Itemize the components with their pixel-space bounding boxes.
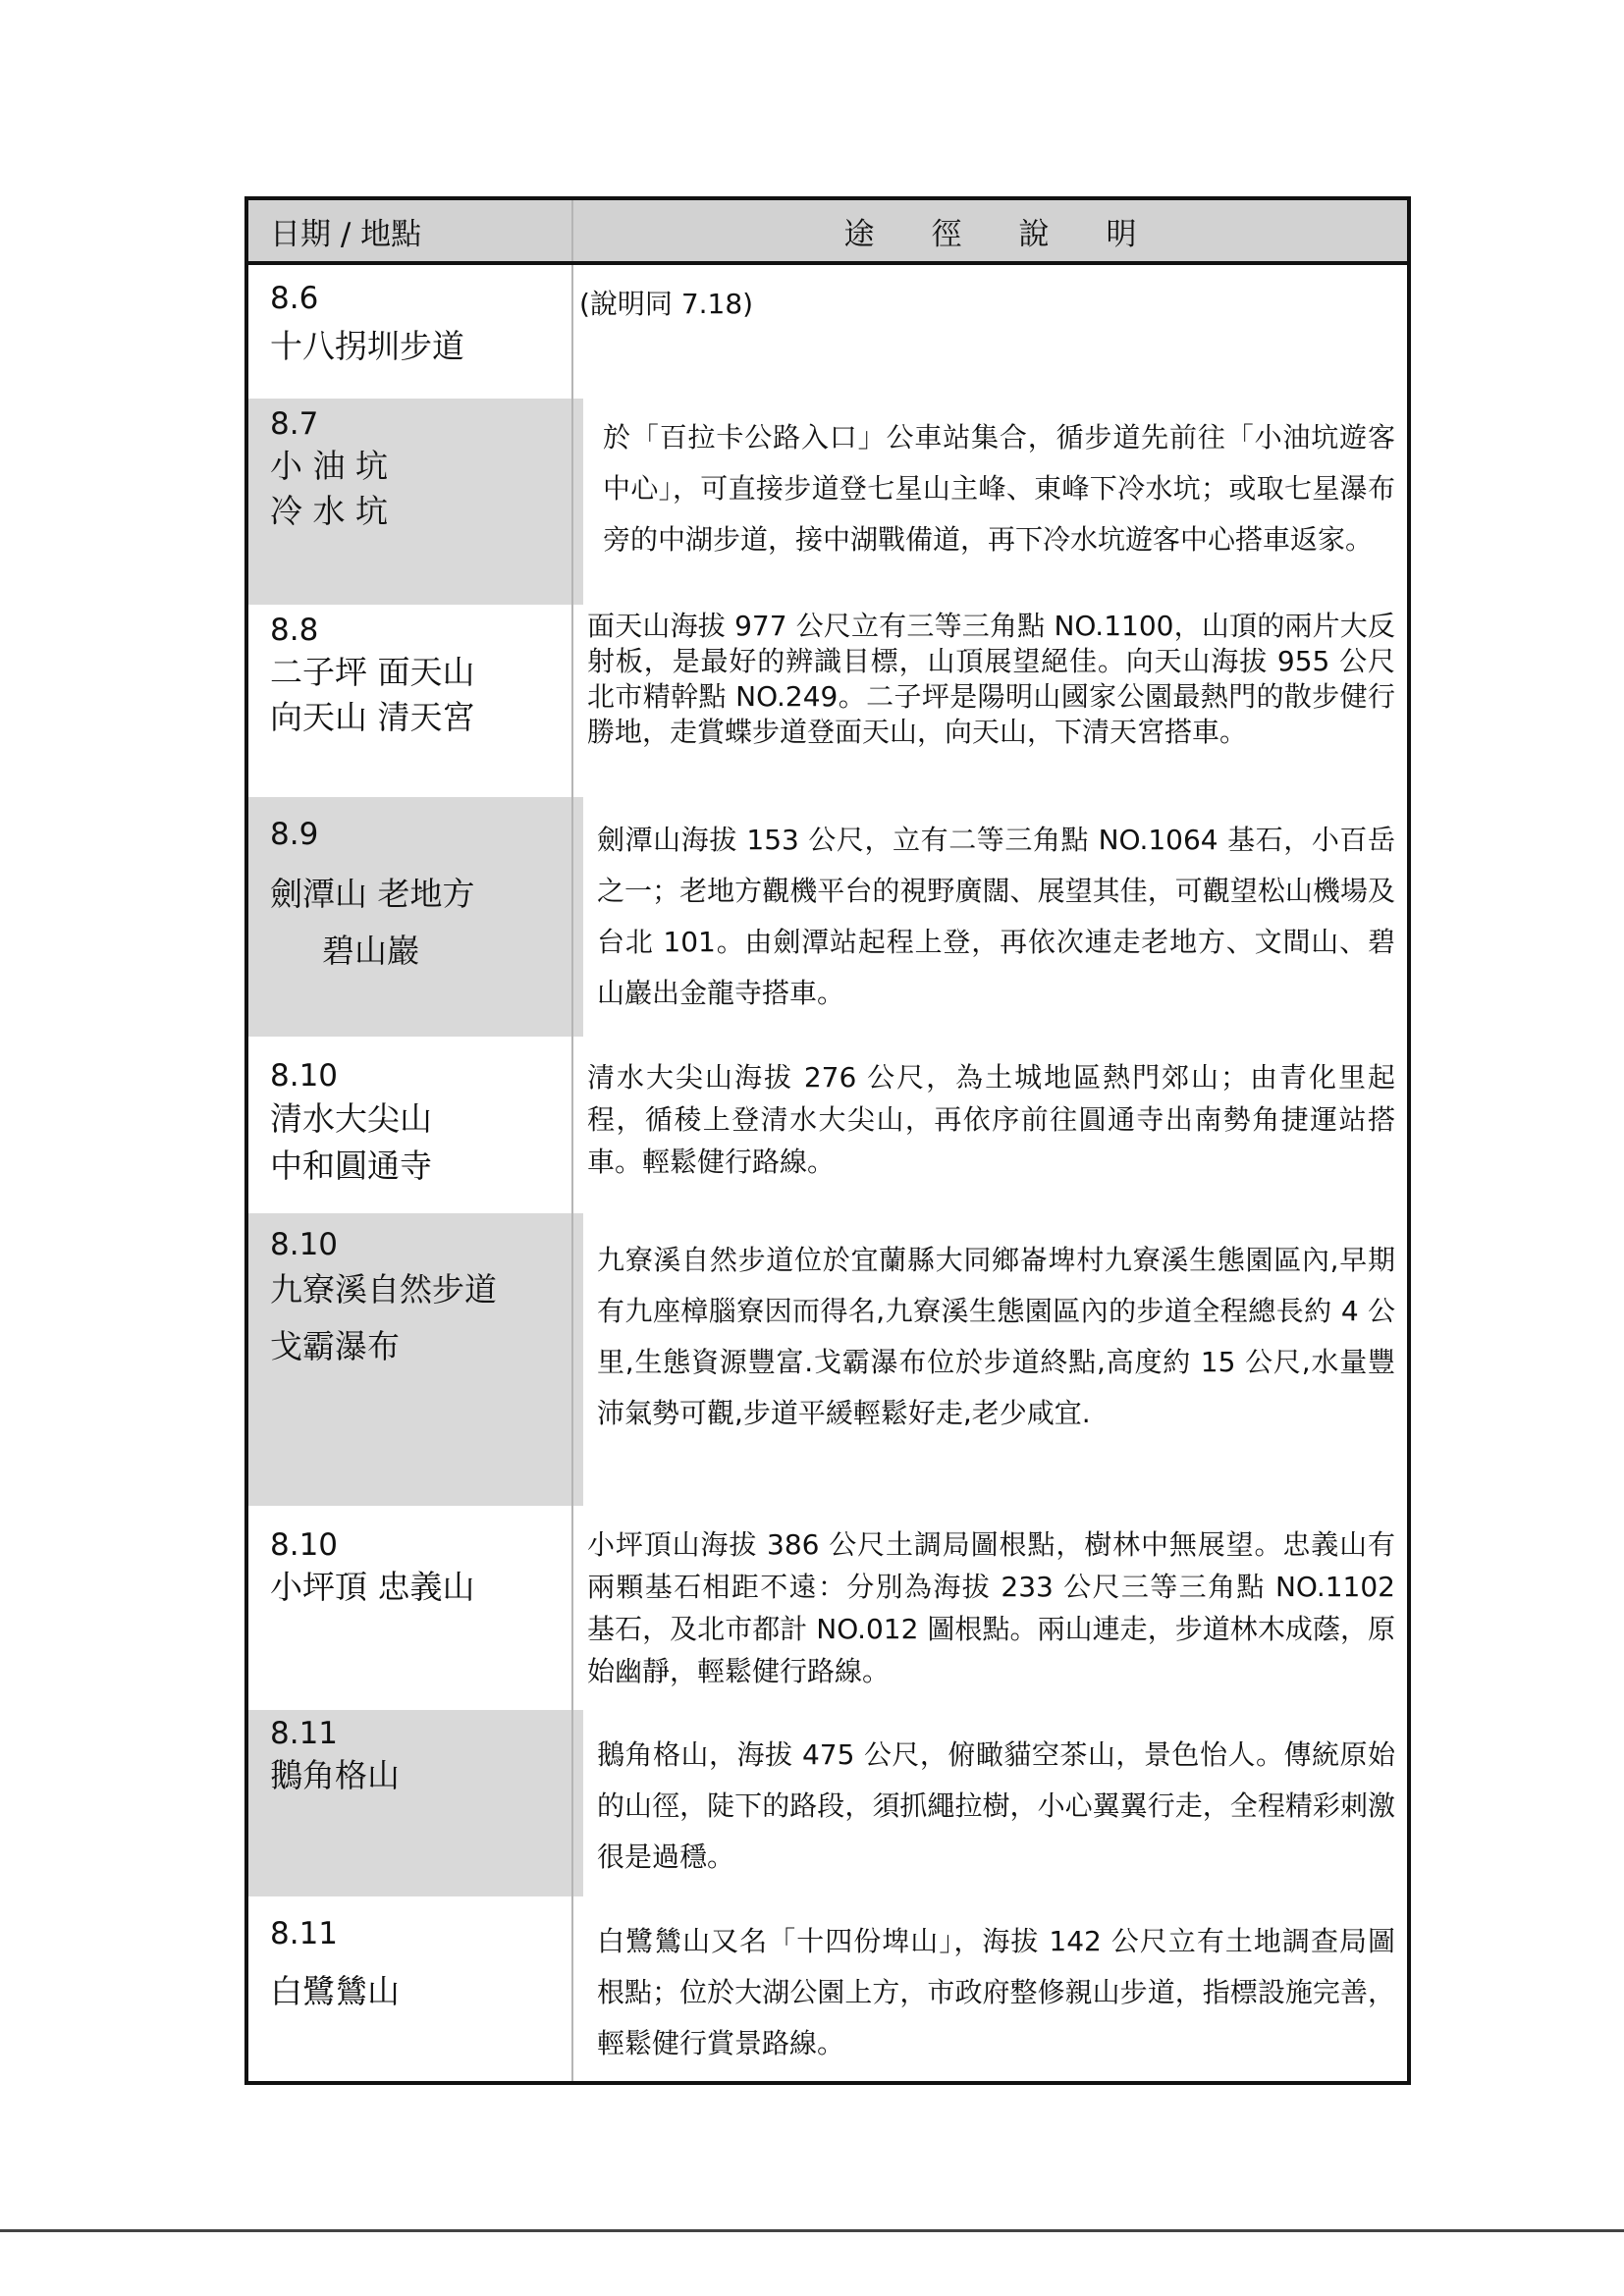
table-row <box>248 1213 1407 1506</box>
description-cell <box>572 1506 1407 1710</box>
row-place: 小 油 坑 <box>270 447 388 485</box>
table-row <box>248 1710 1407 1896</box>
header-route-description-text: 途徑說明 <box>843 216 1194 252</box>
row-description: 於「百拉卡公路入口」公車站集合，循步道先前往「小油坑遊客中心」，可直接步道登七星山主峰、東峰下冷水坑；或取七星瀑布旁的中湖步道，接中湖戰備道，再下冷水坑遊客中心搭車返家。 <box>603 421 1395 556</box>
description-cell <box>572 797 1407 1037</box>
row-date: 8.11 <box>270 1916 339 1951</box>
row-description: 小坪頂山海拔 386 公尺土調局圖根點，樹林中無展望。忠義山有兩顆基石相距不遠：分別為海拔 233 公尺三等三角點 NO.1102 基石，及北市都計 NO.012 圖根點。兩山連走，步道林木成蔭，原始幽靜，輕鬆健行路線。 <box>587 1528 1395 1687</box>
date-location-cell <box>248 797 572 1037</box>
table-row <box>248 797 1407 1037</box>
table-row <box>248 1896 1407 2081</box>
row-description: 清水大尖山海拔 276 公尺，為土城地區熱門郊山；由青化里起程，循稜上登清水大尖山，再依序前往圓通寺出南勢角捷運站搭車。輕鬆健行路線。 <box>587 1061 1395 1178</box>
row-place: 九寮溪自然步道 <box>270 1270 497 1308</box>
description-cell <box>572 605 1407 797</box>
row-description: 九寮溪自然步道位於宜蘭縣大同鄉崙埤村九寮溪生態園區內,早期有九座樟腦寮因而得名,九寮溪生態園區內的步道全程總長約 4 公里,生態資源豐富.戈霸瀑布位於步道終點,高度約 15 公尺,水量豐沛氣勢可觀,步道平緩輕鬆好走,老少咸宜. <box>597 1244 1395 1429</box>
row-place: 白鷺鷥山 <box>270 1972 400 2010</box>
row-place: 鵝角格山 <box>270 1756 400 1794</box>
row-description: (說明同 7.18) <box>579 288 754 320</box>
date-location-cell <box>248 1710 572 1896</box>
row-place: 劍潭山 老地方 <box>270 875 475 913</box>
row-date: 8.11 <box>270 1716 339 1751</box>
table-row <box>248 263 1407 399</box>
date-location-cell <box>248 1896 572 2081</box>
row-place: 向天山 清天宮 <box>270 698 475 736</box>
row-description: 面天山海拔 977 公尺立有三等三角點 NO.1100，山頂的兩片大反射板，是最好的辨識目標，山頂展望絕佳。向天山海拔 955 公尺北市精幹點 NO.249。二子坪是陽明山國家公園最熱門的散步健行勝地，走賞蝶步道登面天山，向天山，下清天宮搭車。 <box>587 610 1395 748</box>
table-header-row <box>248 200 1407 263</box>
table-row <box>248 605 1407 797</box>
description-cell <box>572 399 1407 605</box>
description-cell <box>572 1896 1407 2081</box>
table-row <box>248 1037 1407 1213</box>
row-date: 8.7 <box>270 406 319 442</box>
table-row <box>248 1506 1407 1710</box>
row-date: 8.8 <box>270 613 319 648</box>
itinerary-table <box>248 200 1407 2081</box>
header-date-location: 日期 / 地點 <box>248 200 572 263</box>
date-location-cell <box>248 1506 572 1710</box>
row-date: 8.9 <box>270 817 319 852</box>
date-location-cell <box>248 1213 572 1506</box>
row-date: 8.10 <box>270 1058 339 1094</box>
description-cell <box>572 1037 1407 1213</box>
date-location-cell <box>248 399 572 605</box>
row-place: 碧山巖 <box>322 932 419 970</box>
row-place: 小坪頂 忠義山 <box>270 1568 475 1606</box>
row-date: 8.10 <box>270 1227 339 1262</box>
date-location-cell <box>248 263 572 399</box>
row-date: 8.10 <box>270 1527 339 1563</box>
date-location-cell <box>248 605 572 797</box>
description-cell <box>572 1710 1407 1896</box>
row-place: 清水大尖山 <box>270 1099 432 1138</box>
row-place: 二子坪 面天山 <box>270 653 475 691</box>
row-place: 冷 水 坑 <box>270 492 388 530</box>
row-place: 十八拐圳步道 <box>270 327 464 365</box>
itinerary-table-frame <box>244 196 1411 2085</box>
row-place: 戈霸瀑布 <box>270 1327 400 1365</box>
row-description: 白鷺鷥山又名「十四份埤山」，海拔 142 公尺立有土地調查局圖根點；位於大湖公園上方，市政府整修親山步道，指標設施完善，輕鬆健行賞景路線。 <box>597 1925 1395 2059</box>
row-date: 8.6 <box>270 281 319 316</box>
row-place: 中和圓通寺 <box>270 1147 432 1185</box>
row-description: 鵝角格山，海拔 475 公尺，俯瞰貓空茶山，景色怡人。傳統原始的山徑，陡下的路段，須抓繩拉樹，小心翼翼行走，全程精彩刺激很是過穩。 <box>597 1738 1395 1873</box>
table-row <box>248 399 1407 605</box>
header-route-description <box>572 200 1407 263</box>
date-location-cell <box>248 1037 572 1213</box>
row-description: 劍潭山海拔 153 公尺，立有二等三角點 NO.1064 基石，小百岳之一；老地方觀機平台的視野廣闊、展望其佳，可觀望松山機場及台北 101。由劍潭站起程上登，再依次連走老地方、文間山、碧山巖出金龍寺搭車。 <box>597 824 1395 1009</box>
description-cell <box>572 263 1407 399</box>
description-cell <box>572 1213 1407 1506</box>
page-bottom-rule <box>0 2229 1624 2232</box>
